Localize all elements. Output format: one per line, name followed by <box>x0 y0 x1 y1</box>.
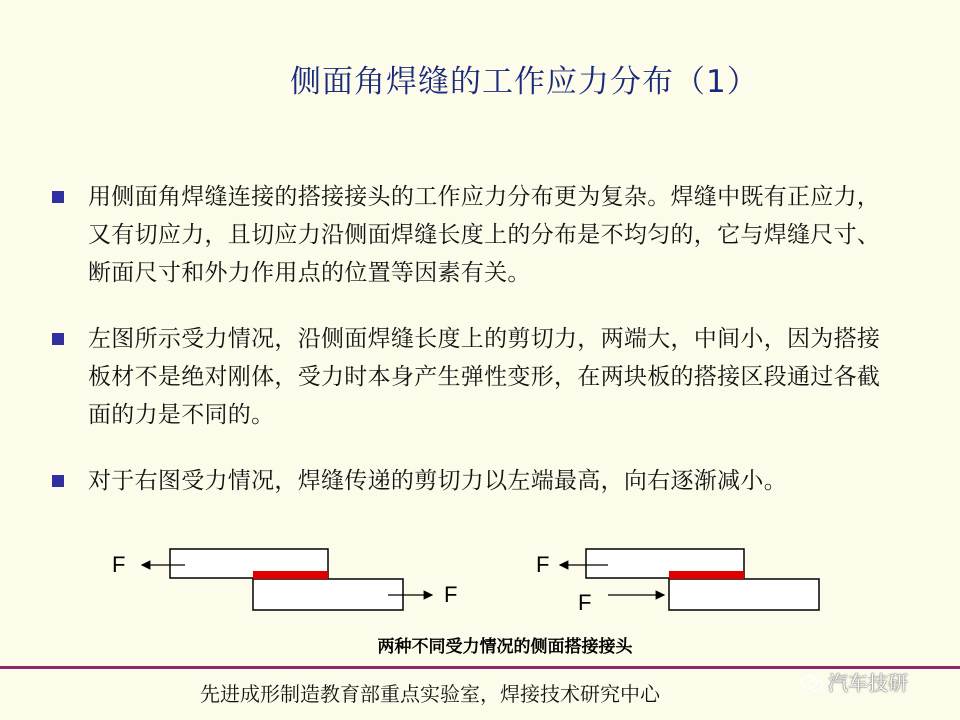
bullet-item <box>52 178 932 292</box>
bullet-list <box>52 178 932 528</box>
right-force-label-top: F <box>536 552 550 577</box>
left-lap-joint <box>112 549 457 610</box>
right-lap-joint <box>536 549 819 615</box>
watermark <box>800 667 950 695</box>
bullet-item <box>52 320 932 434</box>
bullet-text: 对于右图受力情况，焊缝传递的剪切力以左端最高，向右逐渐减小。 <box>88 468 787 494</box>
footer-text: 先进成形制造教育部重点实验室，焊接技术研究中心 <box>200 682 660 706</box>
square-bullet-icon <box>52 475 64 487</box>
diagram-caption: 两种不同受力情况的侧面搭接接头 <box>377 637 633 657</box>
right-weld <box>669 571 744 579</box>
wechat-icon <box>800 674 824 692</box>
bullet-text: 用侧面角焊缝连接的搭接接头的工作应力分布更为复杂。焊缝中既有正应力，又有切应力，且切应力沿侧面焊缝长度上的分布是不均匀的，它与焊缝尺寸、断面尺寸和外力作用点的位置等因素有关。 <box>88 184 881 286</box>
square-bullet-icon <box>52 333 64 345</box>
slide-title: 侧面角焊缝的工作应力分布（1） <box>290 64 759 100</box>
bullet-text: 左图所示受力情况，沿侧面焊缝长度上的剪切力，两端大，中间小，因为搭接板材不是绝对刚体，受力时本身产生弹性变形，在两块板的搭接区段通过各截面的力是不同的。 <box>88 326 881 428</box>
right-force-label-bottom: F <box>578 590 592 615</box>
square-bullet-icon <box>52 191 64 203</box>
lap-joint-diagram <box>0 540 960 640</box>
left-force-label-bottom: F <box>444 582 458 607</box>
left-force-label-top: F <box>112 552 126 577</box>
watermark-text: 汽车技研 <box>828 671 908 695</box>
left-weld <box>253 571 328 579</box>
bullet-item <box>52 462 932 500</box>
right-lower-plate <box>669 579 819 610</box>
left-lower-plate <box>253 579 403 610</box>
